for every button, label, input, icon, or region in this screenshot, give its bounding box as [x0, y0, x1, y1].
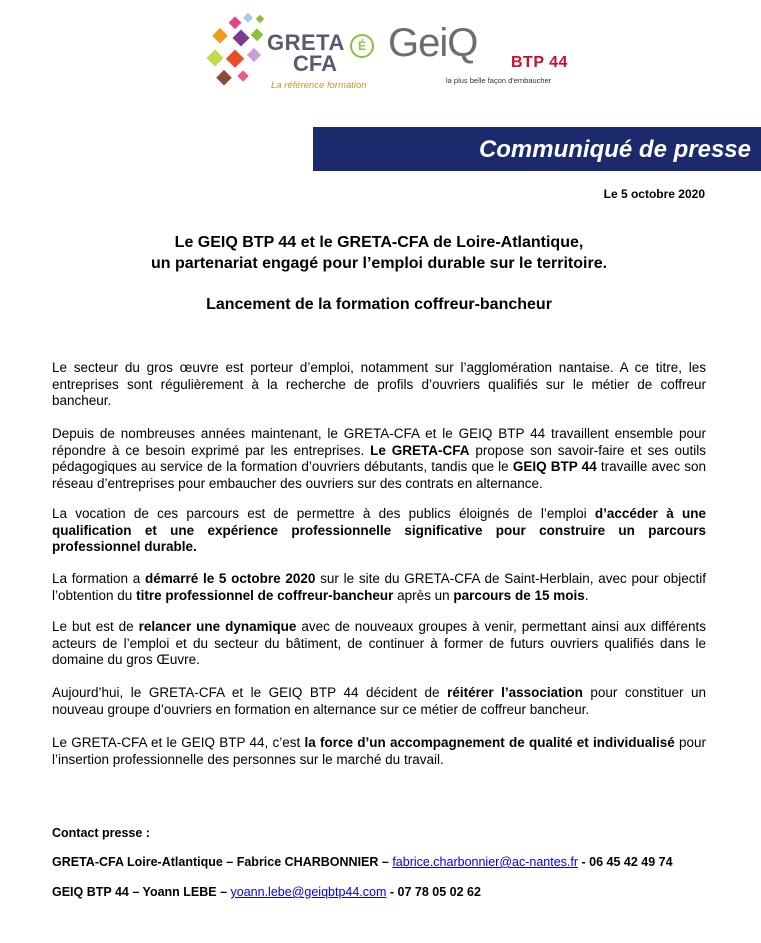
text-span: La vocation de ces parcours est de permettre à des publics éloignés de l’emploi [52, 506, 595, 521]
cfa-logo-text: CFA [293, 51, 337, 76]
text-span: Aujourd’hui, le GRETA-CFA et le GEIQ BTP 44 décident de [52, 685, 448, 700]
paragraph-1: Le secteur du gros œuvre est porteur d’emploi, notamment sur l’agglomération nantaise. A ce titre, les entreprises sont régulièrement à la recherche de profils d’ouvriers qualifiés sur le métier de coffreur bancheur. [52, 360, 706, 408]
bold-span: réitérer l’association [447, 685, 583, 700]
text-span: propose son savoir-faire et ses outils pédagogiques au service de la formation d’ouvriers débutants, tandis que le [52, 442, 706, 474]
bold-span: démarré le 5 octobre 2020 [144, 571, 316, 586]
contact-greta-phone: - 06 45 42 49 74 [578, 855, 673, 869]
text-span: La formation a [52, 571, 145, 586]
text-span: avec de nouveaux groupes à venir, permettant ainsi aux différents acteurs de l’emploi et du secteur du bâtiment, de continuer à former de futurs ouvriers qualifiés dans le domaine du gros Œuvre. [52, 619, 706, 667]
text-span: Depuis de nombreuses années maintenant, le GRETA-CFA et le GEIQ BTP 44 travaillent ensemble pour répondre à ce besoin exprimé par les entreprises. [52, 426, 706, 458]
contact-heading: Contact presse : [52, 826, 150, 840]
contact-geiq [52, 885, 481, 899]
text-span: après un [393, 587, 454, 603]
contact-greta [52, 855, 673, 869]
release-date: Le 5 octobre 2020 [603, 187, 705, 201]
text-span: Le GRETA-CFA et le GEIQ BTP 44, c’est [52, 735, 305, 750]
text-span: pour constituer un nouveau groupe d’ouvriers en formation en alternance sur ce métier de coffreur bancheur. [52, 685, 706, 717]
headline-line-2: un partenariat engagé pour l’emploi durable sur le territoire. [150, 255, 608, 272]
text-span: travaille avec son réseau d’entreprises pour embaucher des ouvriers sur des contrats en alternance. [52, 459, 706, 491]
headline-subtitle: Lancement de la formation coffreur-bancheur [206, 296, 552, 313]
headline-line-1: Le GEIQ BTP 44 et le GRETA-CFA de Loire-Atlantique, [174, 234, 584, 251]
contact-geiq-email-link[interactable]: yoann.lebe@geiqbtp44.com [230, 885, 387, 899]
greta-badge: É [350, 34, 374, 58]
geiq-logo-text: GeiQ [388, 21, 478, 65]
text-span: sur le site du GRETA-CFA de Saint-Herblain, avec pour objectif l’obtention du [52, 571, 706, 603]
contact-geiq-phone: - 07 78 05 02 62 [386, 885, 481, 899]
greta-cfa-logo [205, 12, 380, 97]
greta-tagline: La référence formation [271, 80, 367, 91]
greta-logo-text: GRETA [267, 30, 345, 55]
text-span: . [584, 587, 589, 603]
bold-span: titre professionnel de coffreur-bancheur [136, 587, 394, 603]
bold-span: parcours de 15 mois [453, 587, 585, 603]
contact-greta-org: GRETA-CFA Loire-Atlantique – Fabrice CHARBONNIER – [52, 855, 393, 869]
paragraph-4 [52, 571, 706, 604]
geiq-btp-text: BTP 44 [511, 54, 568, 71]
bold-span: relancer une dynamique [138, 619, 297, 634]
press-release-banner [313, 127, 761, 171]
paragraph-5 [52, 619, 706, 669]
bold-span: d’accéder à une qualification et une expérience professionnelle significative pour construire un parcours professionnel durable. [52, 506, 706, 554]
paragraph-6 [52, 685, 706, 718]
text-span: Le but est de [52, 619, 139, 634]
bold-span: GEIQ BTP 44 [512, 459, 597, 474]
geiq-logo [388, 22, 588, 92]
greta-squares-icon [205, 12, 275, 97]
logo-area [0, 0, 761, 110]
paragraph-2 [52, 426, 706, 492]
text-span: pour l’insertion professionnelle des personnes sur le marché du travail. [52, 735, 706, 767]
contact-geiq-org: GEIQ BTP 44 – Yoann LEBE – [52, 885, 231, 899]
bold-span: la force d’un accompagnement de qualité et individualisé [304, 735, 675, 750]
geiq-tagline: la plus belle façon d'embaucher [446, 76, 552, 85]
banner-title: Communiqué de presse [478, 136, 751, 163]
contact-greta-email-link[interactable]: fabrice.charbonnier@ac-nantes.fr [392, 855, 579, 869]
paragraph-7 [52, 735, 706, 768]
paragraph-3 [52, 506, 706, 556]
bold-span: Le GRETA-CFA [370, 442, 470, 458]
